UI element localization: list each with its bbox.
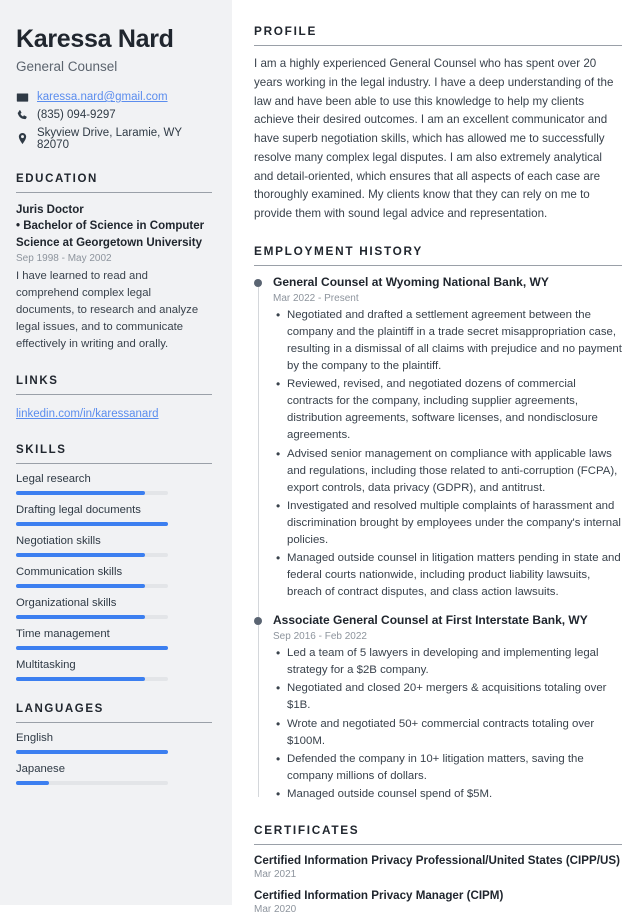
education-degree-line2: • Bachelor of Science in Computer Science at Georgetown University	[16, 220, 205, 249]
job-bullet: • Managed outside counsel in litigation matters pending in state and federal courts nationwide, including product liability lawsuits, breach of contract disputes, and class action lawsuits.	[273, 550, 622, 601]
job-list	[254, 275, 622, 803]
employment-heading: EMPLOYMENT HISTORY	[254, 244, 423, 259]
skill-bar-track	[16, 584, 168, 588]
employment-divider	[254, 265, 622, 266]
links-divider	[16, 394, 212, 395]
languages-divider	[16, 722, 212, 723]
job-bullet: • Investigated and resolved multiple complaints of harassment and discrimination brought by employees under the company's internal policies.	[273, 498, 622, 549]
certificate-item	[254, 854, 622, 880]
linkedin-link[interactable]: linkedin.com/in/karessanard	[16, 408, 159, 421]
page-title	[16, 26, 212, 74]
job-entry	[254, 275, 622, 613]
skill-bar-track	[16, 677, 168, 681]
links-heading: LINKS	[16, 375, 59, 388]
job-bullet: • Led a team of 5 lawyers in developing and implementing legal strategy for a $2B company.	[273, 645, 622, 679]
skill-label: Legal research	[16, 473, 91, 486]
skill-bar-fill	[16, 646, 168, 650]
skill-bar-fill	[16, 615, 145, 619]
sidebar	[0, 0, 232, 905]
skill-label: Communication skills	[16, 566, 123, 579]
language-label: English	[16, 732, 54, 745]
skill-label: Drafting legal documents	[16, 504, 141, 517]
job-bullet: • Advised senior management on compliance with applicable laws and regulations, including those related to anti-corruption (FCPA), export controls, data privacy (GDPR), and antitrust.	[273, 446, 622, 497]
skill-bar-fill	[16, 491, 145, 495]
skill-label: Time management	[16, 628, 110, 641]
profile-divider	[254, 45, 622, 46]
candidate-job-title: General Counsel	[16, 58, 118, 74]
education-description: I have learned to read and comprehend complex legal documents, to research and analyze legal issues, and to communicate effectively in writing and orally.	[16, 269, 199, 351]
skill-item	[16, 473, 212, 495]
skills-heading: SKILLS	[16, 444, 67, 457]
skill-item	[16, 566, 212, 588]
skill-bar-track	[16, 491, 168, 495]
education-heading: EDUCATION	[16, 172, 98, 185]
contact-email[interactable]	[16, 91, 212, 104]
skills-divider	[16, 463, 212, 464]
job-bullet: • Managed outside counsel spend of $5M.	[273, 786, 622, 803]
skill-item	[16, 504, 212, 526]
job-bullet: • Reviewed, revised, and negotiated dozens of commercial contracts for the company, including supplier agreements, distribution agreements, software licenses, and nondisclosure agreements.	[273, 376, 622, 444]
skill-item	[16, 535, 212, 557]
skill-label: Multitasking	[16, 659, 76, 672]
certificate-date: Mar 2020	[254, 904, 297, 915]
language-bar-fill	[16, 750, 168, 754]
skill-item	[16, 659, 212, 681]
skill-item	[16, 628, 212, 650]
job-bullet-list	[273, 307, 622, 602]
job-entry	[254, 613, 622, 803]
skill-item	[16, 597, 212, 619]
job-role: General Counsel at Wyoming National Bank, WY	[273, 275, 549, 290]
contact-list	[16, 91, 212, 151]
job-date: Mar 2022 - Present	[273, 292, 359, 304]
certificate-item	[254, 889, 622, 915]
job-date: Sep 2016 - Feb 2022	[273, 631, 367, 643]
skill-label: Organizational skills	[16, 597, 117, 610]
certificates-divider	[254, 844, 622, 845]
education-date: Sep 1998 - May 2002	[16, 252, 112, 264]
email-link[interactable]: karessa.nard@gmail.com	[37, 91, 168, 103]
timeline-line	[258, 287, 259, 617]
location-pin-icon	[16, 132, 29, 145]
skill-label: Negotiation skills	[16, 535, 101, 548]
certificates-section	[254, 823, 622, 915]
skill-bar-fill	[16, 553, 145, 557]
job-bullet: • Wrote and negotiated 50+ commercial contracts totaling over $100M.	[273, 716, 622, 750]
skill-bar-fill	[16, 522, 168, 526]
language-bar-track	[16, 781, 168, 785]
skill-bar-track	[16, 553, 168, 557]
skill-bar-track	[16, 522, 168, 526]
timeline-line	[258, 625, 259, 797]
envelope-icon	[16, 91, 29, 104]
language-item	[16, 763, 212, 785]
job-bullet: • Negotiated and drafted a settlement agreement between the company and the plaintiff in a trade secret misappropriation case, resulting in a dismissal of all claims with prejudice and no payment by the company to the plaintiff.	[273, 307, 622, 375]
skill-bar-fill	[16, 584, 145, 588]
language-item	[16, 732, 212, 754]
job-spacer	[273, 602, 622, 613]
language-bar-fill	[16, 781, 49, 785]
address-text: Skyview Drive, Laramie, WY 82070	[37, 126, 182, 151]
skill-bar-track	[16, 615, 168, 619]
timeline-dot-icon	[254, 279, 262, 287]
language-label: Japanese	[16, 763, 65, 776]
skills-section	[16, 444, 212, 681]
candidate-name: Karessa Nard	[16, 25, 174, 53]
certificate-title: Certified Information Privacy Manager (CIPM)	[254, 889, 504, 903]
certificate-title: Certified Information Privacy Professional/United States (CIPP/US)	[254, 854, 620, 868]
education-divider	[16, 192, 212, 193]
certificate-date: Mar 2021	[254, 869, 297, 881]
contact-address	[16, 127, 212, 151]
profile-text: I am a highly experienced General Counsel who has spent over 20 years working in the legal industry. I have a deep understanding of the law and have been able to use this knowledge to help my clients achieve their desired outcomes. I am an excellent communicator and have superb negotiation skills, which has allowed me to successfully resolve many complex legal disputes. I am also extremely analytical and detail-oriented, which ensures that all aspects of each case are thoroughly examined. My clients know that they can rely on me to provide them with sound legal advice and representation.	[254, 57, 614, 221]
job-bullet: • Defended the company in 10+ litigation matters, saving the company millions of dollars.	[273, 751, 622, 785]
job-bullet-list	[273, 645, 622, 803]
languages-section	[16, 703, 212, 785]
phone-text: (835) 094-9297	[37, 109, 116, 121]
education-degree-line1: Juris Doctor	[16, 203, 84, 216]
links-section	[16, 375, 212, 422]
timeline-dot-icon	[254, 617, 262, 625]
language-bar-track	[16, 750, 168, 754]
contact-phone	[16, 109, 212, 122]
certificates-heading: CERTIFICATES	[254, 823, 360, 838]
languages-heading: LANGUAGES	[16, 703, 104, 716]
skill-bar-track	[16, 646, 168, 650]
phone-icon	[16, 109, 29, 122]
job-role: Associate General Counsel at First Interstate Bank, WY	[273, 613, 588, 628]
profile-heading: PROFILE	[254, 24, 318, 38]
skill-bar-fill	[16, 677, 145, 681]
job-bullet: • Negotiated and closed 20+ mergers & acquisitions totaling over $1B.	[273, 680, 622, 714]
profile-section	[254, 24, 622, 224]
education-section	[16, 173, 212, 354]
employment-section	[254, 244, 622, 803]
main-content	[232, 0, 640, 915]
